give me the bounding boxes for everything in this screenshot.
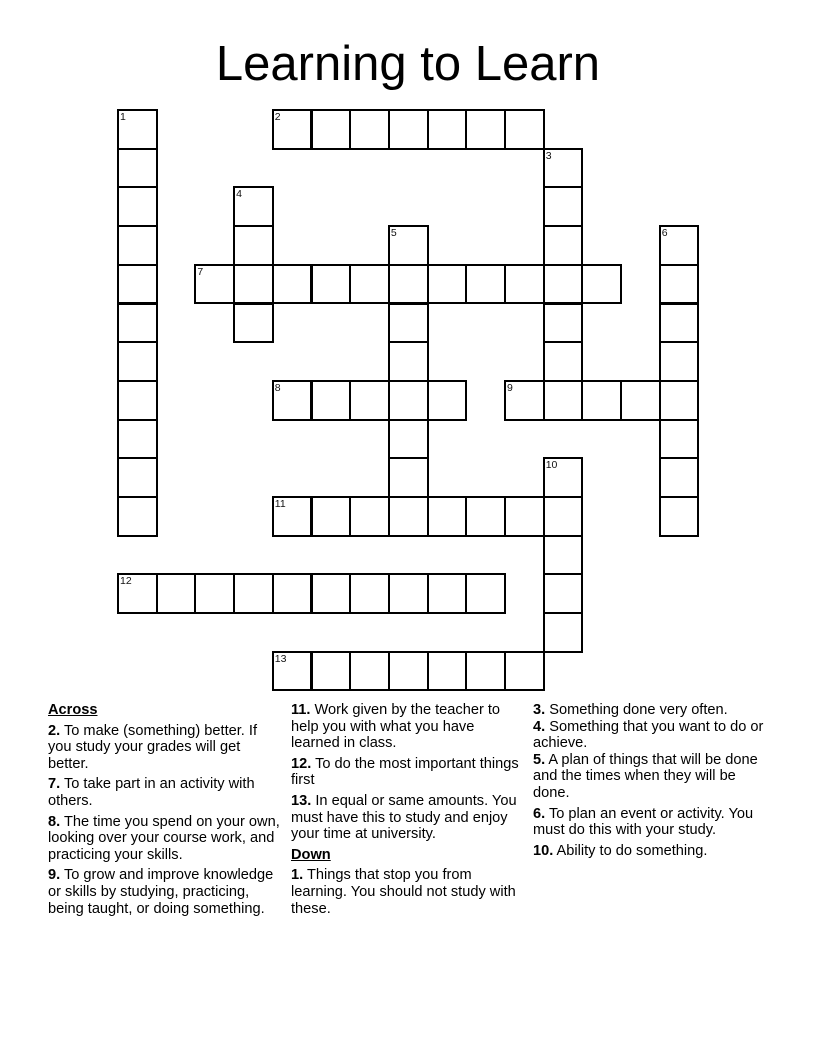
- grid-cell[interactable]: [388, 109, 429, 150]
- down-heading: Down: [291, 846, 331, 863]
- clue-number: 13: [274, 652, 287, 665]
- clue-down-6: 6. To plan an event or activity. You must do this with your study.: [533, 805, 754, 839]
- grid-cell[interactable]: [233, 303, 274, 344]
- clues-column-2: [291, 702, 527, 921]
- grid-cell[interactable]: [311, 380, 352, 421]
- grid-cell[interactable]: [543, 612, 584, 653]
- grid-cell[interactable]: [388, 419, 429, 460]
- grid-cell[interactable]: [659, 264, 700, 305]
- grid-cell[interactable]: [388, 457, 429, 498]
- grid-cell[interactable]: [427, 496, 468, 537]
- clue-across-2: 2. To make (something) better. If you study your grades will get better.: [48, 722, 258, 772]
- grid-cell[interactable]: [543, 186, 584, 227]
- grid-cell[interactable]: [427, 573, 468, 614]
- grid-cell[interactable]: [465, 496, 506, 537]
- clues-column-1: [48, 702, 284, 921]
- clue-number: 9: [507, 381, 513, 394]
- grid-cell[interactable]: [427, 380, 468, 421]
- grid-cell[interactable]: [272, 109, 313, 150]
- grid-cell[interactable]: [659, 457, 700, 498]
- grid-cell[interactable]: [620, 380, 661, 421]
- grid-cell[interactable]: [117, 148, 158, 189]
- grid-cell[interactable]: [272, 264, 313, 305]
- grid-cell[interactable]: [311, 109, 352, 150]
- grid-cell[interactable]: [117, 380, 158, 421]
- grid-cell[interactable]: [349, 496, 390, 537]
- grid-cell[interactable]: [543, 535, 584, 576]
- grid-cell[interactable]: [117, 341, 158, 382]
- grid-cell[interactable]: [659, 303, 700, 344]
- grid-cell[interactable]: [117, 186, 158, 227]
- grid-cell[interactable]: [233, 573, 274, 614]
- grid-cell[interactable]: [388, 651, 429, 692]
- grid-cell[interactable]: [465, 651, 506, 692]
- grid-cell[interactable]: [543, 457, 584, 498]
- grid-cell[interactable]: [427, 651, 468, 692]
- clue-across-9: 9. To grow and improve knowledge or skills by studying, practicing, being taught, or doing something.: [48, 867, 274, 917]
- clue-across-11: 11. Work given by the teacher to help you with what you have learned in class.: [291, 702, 501, 752]
- grid-cell[interactable]: [117, 419, 158, 460]
- grid-cell[interactable]: [272, 380, 313, 421]
- grid-cell[interactable]: [233, 225, 274, 266]
- clue-down-10: 10. Ability to do something.: [533, 842, 708, 859]
- grid-cell[interactable]: [659, 225, 700, 266]
- grid-cell[interactable]: [504, 651, 545, 692]
- clue-across-12: 12. To do the most important things first: [291, 755, 519, 789]
- grid-cell[interactable]: [349, 573, 390, 614]
- grid-cell[interactable]: [117, 225, 158, 266]
- grid-cell[interactable]: [388, 341, 429, 382]
- grid-cell[interactable]: [194, 573, 235, 614]
- clue-number: 1: [120, 111, 126, 123]
- clues-column-3: [533, 702, 769, 863]
- grid-cell[interactable]: [543, 303, 584, 344]
- clue-down-4: 4. Something that you want to do or achieve.: [533, 718, 764, 752]
- clue-number: 3: [545, 149, 552, 162]
- grid-cell[interactable]: [659, 380, 700, 421]
- grid-cell[interactable]: [117, 573, 158, 614]
- clue-number: 10: [545, 459, 558, 472]
- grid-cell[interactable]: [272, 496, 313, 537]
- clue-number: 8: [274, 381, 281, 394]
- grid-cell[interactable]: [349, 651, 390, 692]
- grid-cell[interactable]: [427, 109, 468, 150]
- grid-cell[interactable]: [388, 303, 429, 344]
- clue-across-8: 8. The time you spend on your own, looking over your course work, and practicing your skills.: [48, 813, 280, 863]
- grid-cell[interactable]: [388, 264, 429, 305]
- grid-cell[interactable]: [543, 225, 584, 266]
- grid-cell[interactable]: [233, 186, 274, 227]
- grid-cell[interactable]: [156, 573, 197, 614]
- clue-number: 12: [120, 575, 132, 588]
- grid-cell[interactable]: [504, 109, 545, 150]
- grid-cell[interactable]: [543, 341, 584, 382]
- grid-cell[interactable]: [117, 109, 158, 150]
- page-title: Learning to Learn: [215, 37, 601, 91]
- clue-number: 2: [274, 111, 281, 123]
- grid-cell[interactable]: [349, 109, 390, 150]
- grid-cell[interactable]: [659, 341, 700, 382]
- grid-cell[interactable]: [272, 651, 313, 692]
- grid-cell[interactable]: [311, 573, 352, 614]
- grid-cell[interactable]: [311, 264, 352, 305]
- grid-cell[interactable]: [117, 496, 158, 537]
- across-heading: Across: [48, 702, 98, 718]
- grid-cell[interactable]: [465, 109, 506, 150]
- clue-across-13: 13. In equal or same amounts. You must have this to study and enjoy your time at university.: [291, 792, 517, 843]
- clue-down-3: 3. Something done very often.: [533, 702, 728, 718]
- clue-number: 7: [197, 265, 204, 278]
- grid-cell[interactable]: [427, 264, 468, 305]
- grid-cell[interactable]: [659, 419, 700, 460]
- grid-cell[interactable]: [349, 264, 390, 305]
- grid-cell[interactable]: [543, 264, 584, 305]
- grid-cell[interactable]: [504, 264, 545, 305]
- grid-cell[interactable]: [117, 303, 158, 344]
- grid-cell[interactable]: [311, 651, 352, 692]
- grid-cell[interactable]: [233, 264, 274, 305]
- grid-cell[interactable]: [504, 380, 545, 421]
- grid-cell[interactable]: [543, 380, 584, 421]
- grid-cell[interactable]: [659, 496, 700, 537]
- grid-cell[interactable]: [388, 496, 429, 537]
- grid-cell[interactable]: [272, 573, 313, 614]
- clue-down-1: 1. Things that stop you from learning. You should not study with these.: [291, 867, 516, 917]
- grid-cell[interactable]: [465, 264, 506, 305]
- clue-number: 5: [390, 227, 397, 240]
- grid-cell[interactable]: [194, 264, 235, 305]
- grid-cell[interactable]: [543, 573, 584, 614]
- grid-cell[interactable]: [543, 496, 584, 537]
- grid-cell[interactable]: [388, 380, 429, 421]
- grid-cell[interactable]: [388, 573, 429, 614]
- clue-number: 4: [236, 188, 242, 201]
- grid-cell[interactable]: [117, 457, 158, 498]
- clue-down-5: 5. A plan of things that will be done and the times when they will be done.: [533, 751, 758, 801]
- grid-cell[interactable]: [543, 148, 584, 189]
- clue-number: 6: [661, 227, 668, 240]
- grid-cell[interactable]: [349, 380, 390, 421]
- grid-cell[interactable]: [581, 264, 622, 305]
- grid-cell[interactable]: [388, 225, 429, 266]
- clue-number: 11: [274, 498, 286, 510]
- grid-cell[interactable]: [311, 496, 352, 537]
- grid-cell[interactable]: [581, 380, 622, 421]
- grid-cell[interactable]: [117, 264, 158, 305]
- grid-cell[interactable]: [504, 496, 545, 537]
- grid-cell[interactable]: [465, 573, 506, 614]
- clue-across-7: 7. To take part in an activity with others.: [48, 776, 255, 809]
